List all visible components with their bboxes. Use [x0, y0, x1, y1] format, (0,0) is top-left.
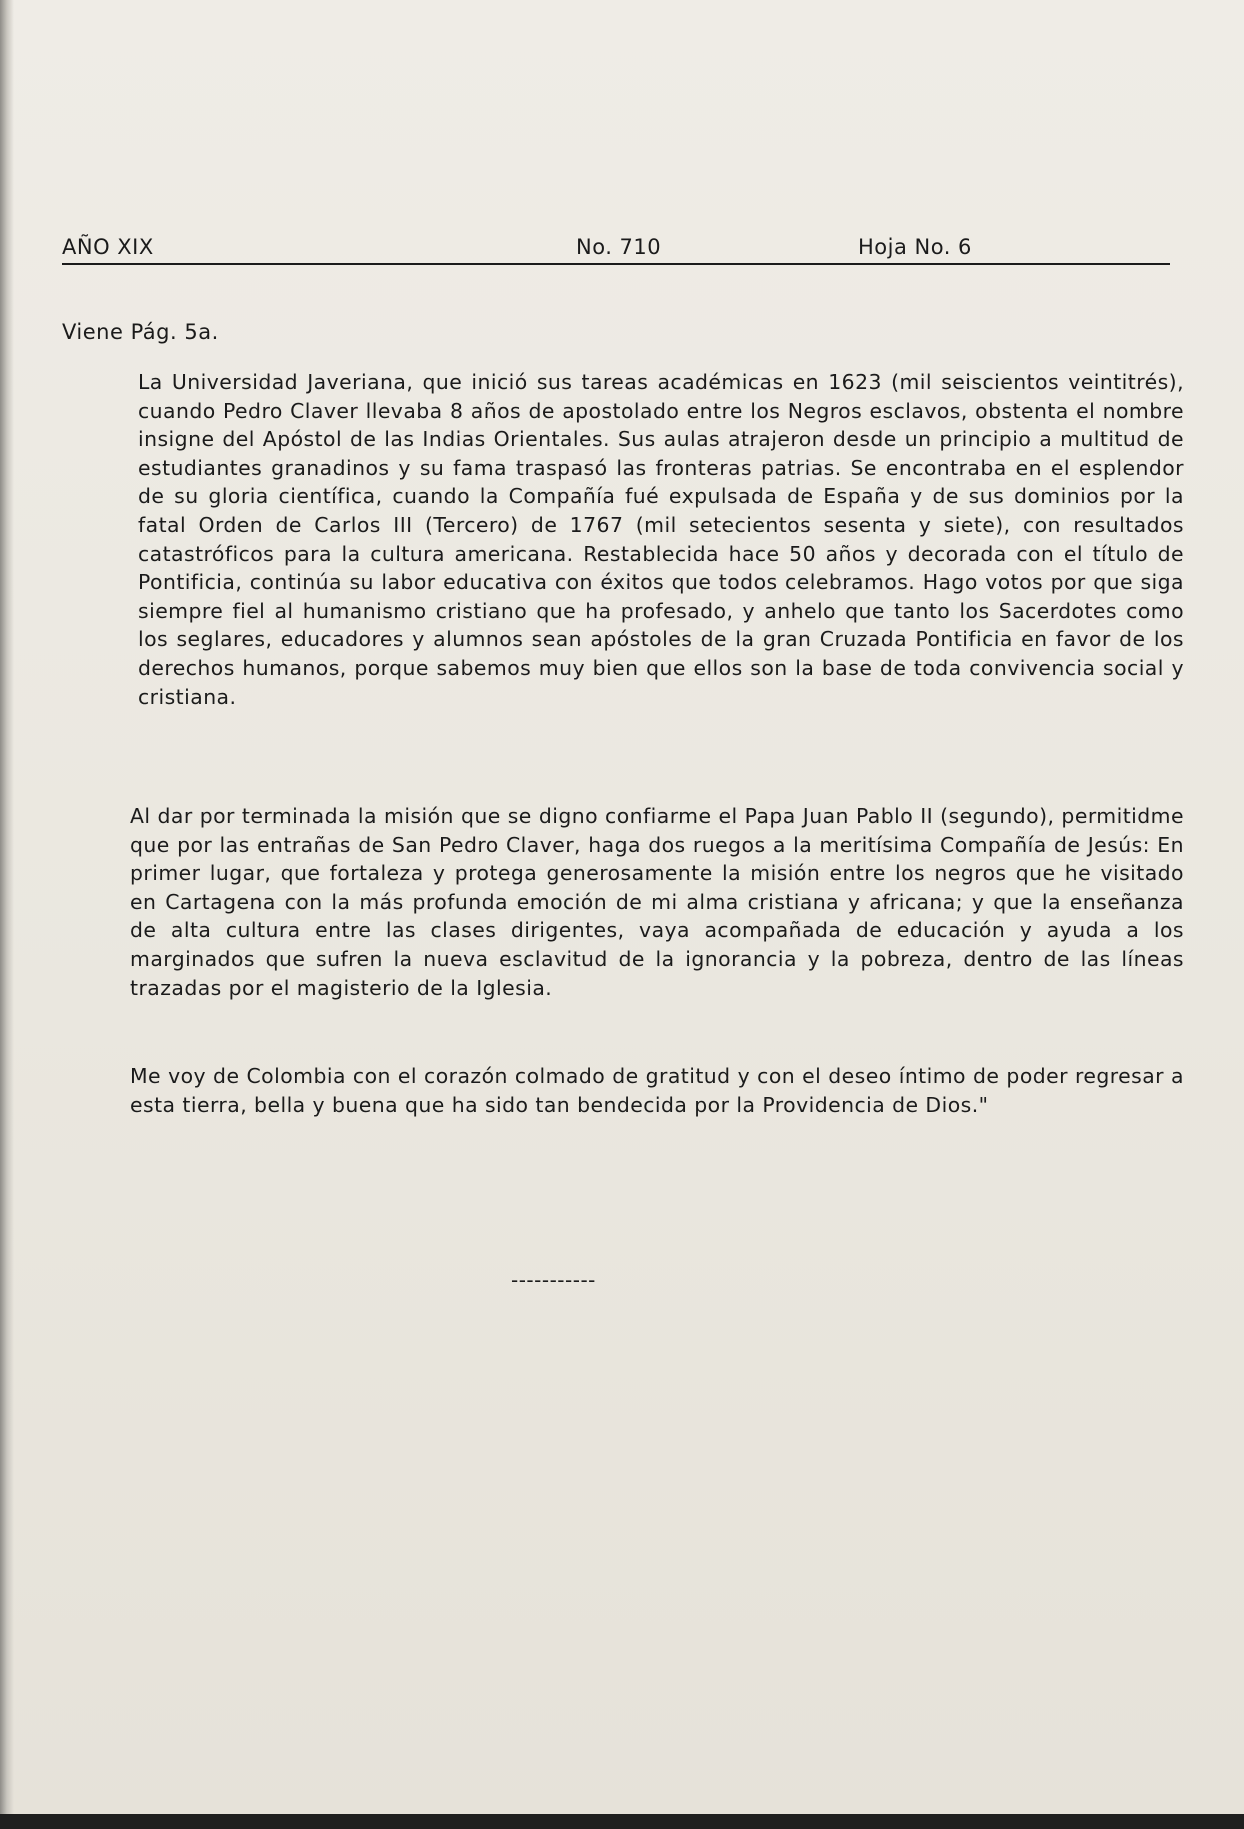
page-binding-edge: [0, 0, 14, 1829]
header-year: AÑO XIX: [62, 235, 154, 259]
header-issue-number: No. 710: [576, 235, 662, 259]
paragraph-universidad-javeriana: La Universidad Javeriana, que inició sus tareas académicas en 1623 (mil seiscientos veintitrés), cuando Pedro Claver llevaba 8 años de apostolado entre los Negros esclavos, obstenta el nombre insigne del Apóstol de las Indias Orientales. Sus aulas atrajeron desde un principio a multitud de estudiantes granadinos y su fama traspasó las fronteras patrias. Se encontraba en el esplendor de su gloria científica, cuando la Compañía fué expulsada de España y de sus dominios por la fatal Orden de Carlos III (Tercero) de 1767 (mil setecientos sesenta y siete), con resultados catastróficos para la cultura americana. Restablecida hace 50 años y decorada con el título de Pontificia, continúa su labor educativa con éxitos que todos celebramos. Hago votos por que siga siempre fiel al humanismo cristiano que ha profesado, y anhelo que tanto los Sacerdotes como los seglares, educadores y alumnos sean apóstoles de la gran Cruzada Pontificia en favor de los derechos humanos, porque sabemos muy bien que ellos son la base de toda convivencia social y cristiana.: [138, 370, 1184, 709]
page-header: [62, 235, 1170, 265]
paragraph-mision-ruegos: Al dar por terminada la misión que se digno confiarme el Papa Juan Pablo II (segundo), permitidme que por las entrañas de San Pedro Claver, haga dos ruegos a la meritísima Compañía de Jesús: En primer lugar, que fortaleza y protega generosamente la misión entre los negros que he visitado en Cartagena con la más profunda emoción de mi alma cristiana y africana; y que la enseñanza de alta cultura entre las clases dirigentes, vaya acompañada de educación y ayuda a los marginados que sufren la nueva esclavitud de la ignorancia y la pobreza, dentro de las líneas trazadas por el magisterio de la Iglesia.: [130, 804, 1184, 1000]
section-separator: -----------: [511, 1268, 596, 1292]
header-sheet-number: Hoja No. 6: [858, 235, 972, 259]
paragraph-despedida: Me voy de Colombia con el corazón colmado de gratitud y con el deseo íntimo de poder regresar a esta tierra, bella y buena que ha sido tan bendecida por la Providencia de Dios.": [130, 1064, 1184, 1117]
page-bottom-edge: [0, 1814, 1244, 1829]
header-rule: [62, 263, 1170, 265]
continued-from-note: Viene Pág. 5a.: [62, 320, 219, 344]
